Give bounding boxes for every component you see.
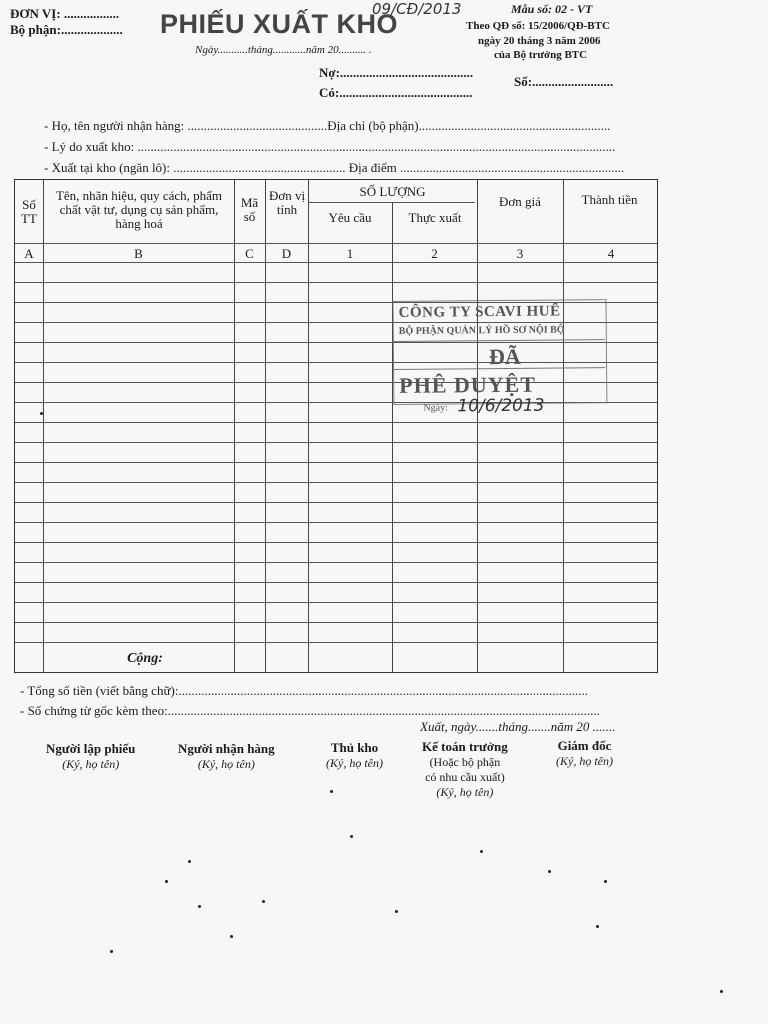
column-code-cell: 1 <box>346 246 354 261</box>
decision-line-1: Theo QĐ số: 15/2006/QĐ-BTC <box>466 20 610 32</box>
attached-documents: - Số chứng từ gốc kèm theo:..................................................................................................................................... <box>20 703 600 718</box>
table-row <box>15 602 657 603</box>
stamp-department: BỘ PHẬN QUẢN LÝ HỒ SƠ NỘI BỘ <box>398 324 565 337</box>
page-title: PHIẾU XUẤT KHO <box>160 9 399 39</box>
table-row <box>15 562 657 563</box>
column-code-cell: 2 <box>431 246 438 261</box>
header-amount: Thành tiền <box>581 192 638 207</box>
header-actual: Thực xuất <box>408 210 462 225</box>
column-code-cell: C <box>245 246 254 261</box>
signature-preparer: Người lập phiếu (Ký, họ tên) <box>46 741 136 771</box>
bo-phan-label: Bộ phận:................... <box>10 22 123 37</box>
total-label: Cộng: <box>127 651 163 666</box>
approval-stamp <box>392 299 611 419</box>
stamp-company: CÔNG TY SCAVI HUẾ <box>398 303 561 321</box>
decision-line-3: của Bộ trưởng BTC <box>494 49 588 61</box>
table-row <box>15 642 657 643</box>
signature-storekeeper: Thủ kho (Ký, họ tên) <box>326 740 383 770</box>
place-date-line: Xuất, ngày.......tháng.......năm 20 ....... <box>420 719 616 734</box>
no-account: Nợ:......................................... <box>319 65 474 80</box>
voucher-number: Số:......................... <box>514 74 614 89</box>
column-code-cell: A <box>24 246 34 261</box>
header-requested: Yêu cầu <box>328 210 372 225</box>
date-line: Ngày...........tháng............năm 20.......... . <box>195 44 372 56</box>
header-unit-price: Đơn giá <box>499 194 541 209</box>
goods-table <box>14 179 658 673</box>
column-code-cell: D <box>281 246 292 261</box>
stamp-date-value: 10/6/2013 <box>457 395 545 417</box>
column-code-cell: 3 <box>516 246 524 261</box>
header-code: Mã số <box>240 195 259 224</box>
column-code-cell: B <box>134 246 143 261</box>
column-code-cell: 4 <box>607 246 615 261</box>
don-vi-label: ĐƠN VỊ: ................. <box>10 6 120 21</box>
stamp-date-label: Ngày: <box>423 402 448 414</box>
table-row <box>15 422 657 423</box>
header-quantity: SỐ LƯỢNG <box>359 184 426 199</box>
table-row <box>15 622 657 623</box>
decision-line-2: ngày 20 tháng 3 năm 2006 <box>478 35 601 47</box>
handwritten-number: 09/CĐ/2013 <box>372 0 462 18</box>
table-row <box>15 522 657 523</box>
stamp-status-2: PHÊ DUYỆT <box>399 371 537 398</box>
signature-chief-accountant: Kế toán trưởng (Hoặc bộ phận có nhu cầu xuất) (Ký, họ tên) <box>422 739 508 799</box>
form-number: Mẫu số: 02 - VT <box>511 2 593 16</box>
table-row <box>15 282 657 283</box>
co-account: Có:......................................... <box>319 85 473 100</box>
stamp-status-1: ĐÃ <box>488 343 521 370</box>
table-row <box>15 482 657 483</box>
field-recipient: - Họ, tên người nhận hàng: ...........................................Địa chỉ (bộ phận)........................................................... <box>44 118 611 133</box>
field-warehouse: - Xuất tại kho (ngăn lô): ..................................................... Địa điểm ..................................................................... <box>44 160 625 175</box>
header-stt: Số TT <box>21 197 37 226</box>
table-row <box>15 502 657 503</box>
table-row <box>15 582 657 583</box>
field-reason: - Lý do xuất kho: ................................................................................................................................................... <box>44 139 616 154</box>
table-row <box>15 462 657 463</box>
table-row <box>15 542 657 543</box>
table-row <box>15 442 657 443</box>
total-in-words: - Tổng số tiền (viết bằng chữ):.............................................................................................................................. <box>20 683 588 698</box>
header-item-name: Tên, nhãn hiệu, quy cách, phẩm chất vật tư, dụng cụ sản phẩm, hàng hoá <box>55 188 223 231</box>
signature-recipient: Người nhận hàng (Ký, họ tên) <box>178 741 275 771</box>
header-unit: Đơn vị tính <box>268 188 306 217</box>
signature-director: Giám đốc (Ký, họ tên) <box>556 738 613 768</box>
